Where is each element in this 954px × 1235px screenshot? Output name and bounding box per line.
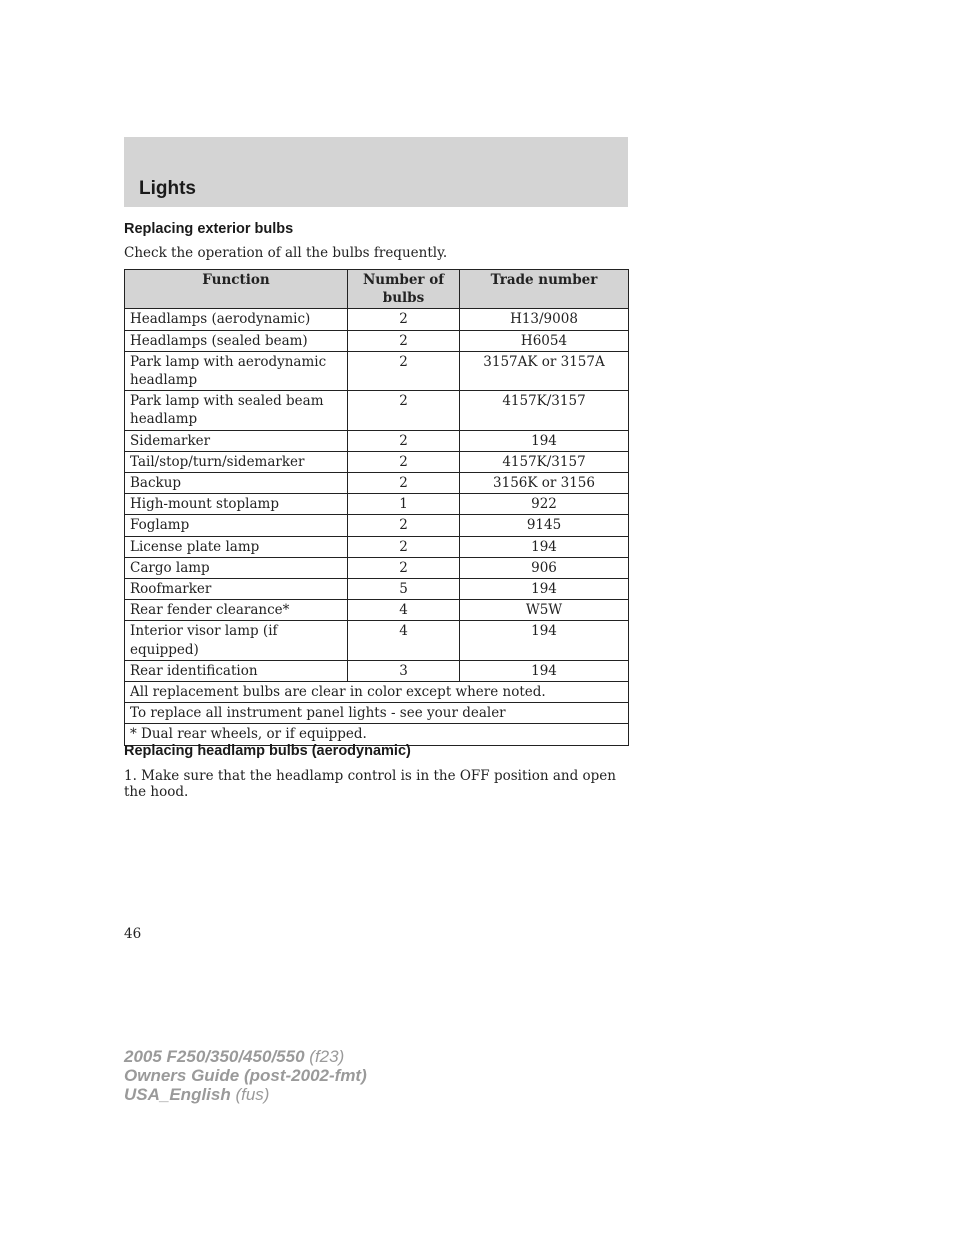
cell-trade: 3156K or 3156 <box>460 473 629 494</box>
cell-function: Park lamp with sealed beam headlamp <box>125 391 348 430</box>
cell-function: Backup <box>125 473 348 494</box>
header-number-line2: bulbs <box>382 290 425 307</box>
cell-trade: 9145 <box>460 515 629 536</box>
table-row <box>125 330 629 351</box>
cell-function: Foglamp <box>125 515 348 536</box>
cell-trade: 194 <box>460 621 629 660</box>
exterior-bulbs-intro: Check the operation of all the bulbs frequently. <box>124 245 448 261</box>
section-title: Lights <box>139 178 196 199</box>
headlamp-bulbs-heading: Replacing headlamp bulbs (aerodynamic) <box>124 743 411 759</box>
cell-trade: 194 <box>460 536 629 557</box>
table-row <box>125 451 629 472</box>
table-row <box>125 536 629 557</box>
cell-function: Headlamps (aerodynamic) <box>125 309 348 330</box>
cell-number: 2 <box>348 351 460 390</box>
footer-model-code: (f23) <box>304 1047 345 1066</box>
cell-function: Rear identification <box>125 660 348 681</box>
cell-trade: 194 <box>460 430 629 451</box>
table-row <box>125 309 629 330</box>
headlamp-step-1: 1. Make sure that the headlamp control is in the OFF position and open the hood. <box>124 768 616 800</box>
table-row <box>125 621 629 660</box>
table-row <box>125 579 629 600</box>
cell-number: 2 <box>348 473 460 494</box>
cell-function: Tail/stop/turn/sidemarker <box>125 451 348 472</box>
cell-number: 2 <box>348 557 460 578</box>
table-row <box>125 494 629 515</box>
note-dual-rear-wheels: * Dual rear wheels, or if equipped. <box>125 724 629 745</box>
cell-number: 4 <box>348 600 460 621</box>
cell-trade: 194 <box>460 579 629 600</box>
table-note-row <box>125 724 629 745</box>
footer-line-2 <box>124 1066 367 1085</box>
cell-number: 2 <box>348 330 460 351</box>
cell-number: 2 <box>348 391 460 430</box>
table-row <box>125 557 629 578</box>
header-trade-number: Trade number <box>460 270 629 309</box>
cell-function: High-mount stoplamp <box>125 494 348 515</box>
table-row <box>125 351 629 390</box>
footer-language-code: (fus) <box>230 1085 270 1104</box>
cell-trade: 194 <box>460 660 629 681</box>
table-note-row <box>125 703 629 724</box>
cell-trade: 4157K/3157 <box>460 451 629 472</box>
cell-trade: 922 <box>460 494 629 515</box>
cell-function: Roofmarker <box>125 579 348 600</box>
exterior-bulbs-heading: Replacing exterior bulbs <box>124 221 294 237</box>
cell-number: 2 <box>348 536 460 557</box>
cell-function: Rear fender clearance* <box>125 600 348 621</box>
cell-function: License plate lamp <box>125 536 348 557</box>
footer-model: 2005 F250/350/450/550 <box>124 1047 305 1066</box>
footer-line-3 <box>124 1085 367 1104</box>
document-footer <box>124 1047 367 1104</box>
cell-number: 4 <box>348 621 460 660</box>
bulb-table <box>124 269 629 746</box>
note-instrument-panel: To replace all instrument panel lights - see your dealer <box>125 703 629 724</box>
header-function: Function <box>125 270 348 309</box>
cell-number: 2 <box>348 309 460 330</box>
cell-number: 5 <box>348 579 460 600</box>
table-row <box>125 600 629 621</box>
section-banner <box>124 137 628 207</box>
footer-line-1 <box>124 1047 367 1066</box>
footer-guide: Owners Guide (post-2002-fmt) <box>124 1066 367 1085</box>
cell-function: Headlamps (sealed beam) <box>125 330 348 351</box>
table-row <box>125 473 629 494</box>
cell-number: 2 <box>348 515 460 536</box>
cell-trade: H6054 <box>460 330 629 351</box>
cell-function: Sidemarker <box>125 430 348 451</box>
cell-number: 3 <box>348 660 460 681</box>
note-clear-color: All replacement bulbs are clear in color except where noted. <box>125 682 629 703</box>
cell-function: Cargo lamp <box>125 557 348 578</box>
table-note-row <box>125 682 629 703</box>
cell-trade: 4157K/3157 <box>460 391 629 430</box>
cell-trade: 906 <box>460 557 629 578</box>
cell-trade: 3157AK or 3157A <box>460 351 629 390</box>
table-row <box>125 515 629 536</box>
cell-number: 2 <box>348 451 460 472</box>
cell-trade: W5W <box>460 600 629 621</box>
table-row <box>125 430 629 451</box>
header-number-line1: Number of <box>362 272 445 288</box>
cell-function: Interior visor lamp (if equipped) <box>125 621 348 660</box>
table-header-row <box>125 270 629 309</box>
table-row <box>125 660 629 681</box>
cell-number: 1 <box>348 494 460 515</box>
cell-trade: H13/9008 <box>460 309 629 330</box>
footer-language: USA_English <box>124 1085 231 1104</box>
table-row <box>125 391 629 430</box>
cell-number: 2 <box>348 430 460 451</box>
header-number-of-bulbs <box>348 270 460 309</box>
page-number: 46 <box>124 926 142 942</box>
cell-function: Park lamp with aerodynamic headlamp <box>125 351 348 390</box>
